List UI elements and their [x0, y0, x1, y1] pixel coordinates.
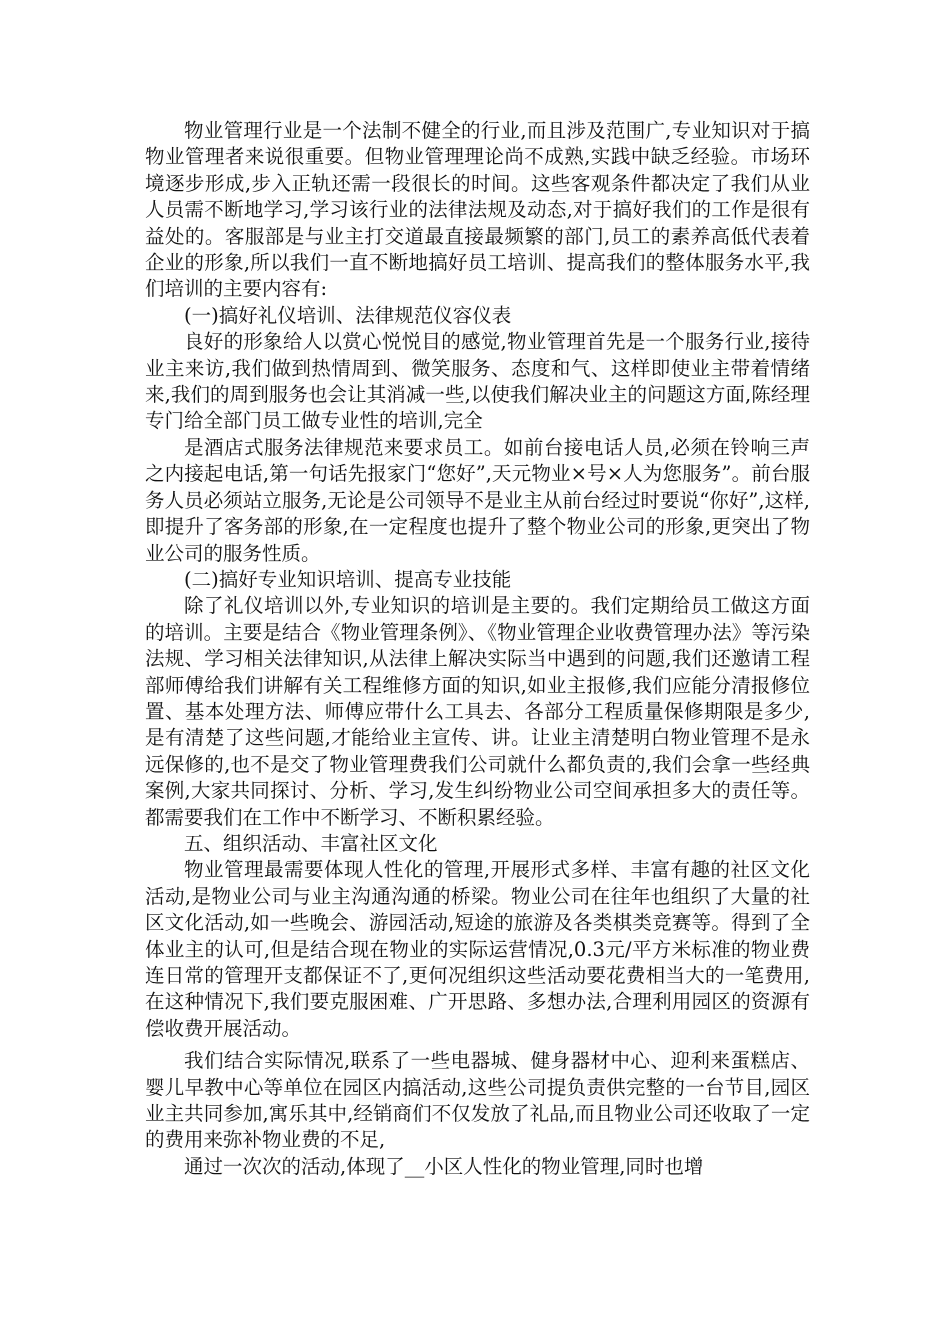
paragraph-closing: 通过一次次的活动,体现了__小区人性化的物业管理,同时也增: [184, 1154, 704, 1178]
paragraph-intro: 物业管理行业是一个法制不健全的行业,而且涉及范围广,专业知识对于搞物业管理者来说很重要。但物业管理理论尚不成熟,实践中缺乏经验。市场环境逐步形成,步入正轨还需一段很长的时间。这些客观条件都决定了我们从业人员需不断地学习,学习该行业的法律法规及动态,对于搞好我们的工作是很有益处的。客服部是与业主打交道最直接最频繁的部门,员工的素养高低代表着企业的形象,所以我们一直不断地搞好员工培训、提高我们的整体服务水平,我们培训的主要内容有:: [145, 119, 810, 301]
paragraph-etiquette: 良好的形象给人以赏心悦悦目的感觉,物业管理首先是一个服务行业,接待业主来访,我们做到热情周到、微笑服务、态度和气、这样即使业主带着情绪来,我们的周到服务也会让其消减一些,以使我们解决业主的问题这方面,陈经理专门给全部门员工做专业性的培训,完全: [145, 330, 810, 433]
section-heading-etiquette: (一)搞好礼仪培训、法律规范仪容仪表: [184, 303, 512, 327]
paragraph-professional: 除了礼仪培训以外,专业知识的培训是主要的。我们定期给员工做这方面的培训。主要是结合《物业管理条例》、《物业管理企业收费管理办法》等污染法规、学习相关法律知识,从法律上解决实际当中遇到的问题,我们还邀请工程部师傅给我们讲解有关工程维修方面的知识,如业主报修,我们应能分清报修位置、基本处理方法、师傅应带什么工具去、各部分工程质量保修期限是多少,是有清楚了这些问题,才能给业主宣传、讲。让业主清楚明白物业管理不是永远保修的,也不是交了物业管理费我们公司就什么都负责的,我们会拿一些经典案例,大家共同探讨、分析、学习,发生纠纷物业公司空间承担多大的责任等。都需要我们在工作中不断学习、不断积累经验。: [145, 594, 810, 829]
paragraph-hotel-standard: 是酒店式服务法律规范来要求员工。如前台接电话人员,必须在铃响三声之内接起电话,第一句话先报家门“您好”,天元物业×号×人为您服务”。前台服务人员必须站立服务,无论是公司领导不是业主从前台经过时要说“你好”,这样,即提升了客务部的形象,在一定程度也提升了整个物业公司的形象,更突出了物业公司的服务性质。: [145, 435, 810, 565]
section-heading-professional: (二)搞好专业知识培训、提高专业技能: [184, 567, 512, 591]
paragraph-partners: 我们结合实际情况,联系了一些电器城、健身器材中心、迎利来蛋糕店、婴儿早教中心等单位在园区内搞活动,这些公司提负责供完整的一台节目,园区业主共同参加,寓乐其中,经销商们不仅发放了礼品,而且物业公司还收取了一定的费用来弥补物业费的不足,: [145, 1049, 810, 1152]
section-heading-activities: 五、组织活动、丰富社区文化: [184, 831, 438, 855]
paragraph-activities: 物业管理最需要体现人性化的管理,开展形式多样、丰富有趣的社区文化活动,是物业公司与业主沟通沟通的桥梁。物业公司在往年也组织了大量的社区文化活动,如一些晚会、游园活动,短途的旅游及各类棋类竞赛等。得到了全体业主的认可,但是结合现在物业的实际运营情况,0.3元/平方米标准的物业费连日常的管理开支都保证不了,更何况组织这些活动要花费相当大的一笔费用,在这种情况下,我们要克服困难、广开思路、多想办法,合理利用园区的资源有偿收费开展活动。: [145, 858, 810, 1040]
document-body: [145, 118, 810, 1180]
